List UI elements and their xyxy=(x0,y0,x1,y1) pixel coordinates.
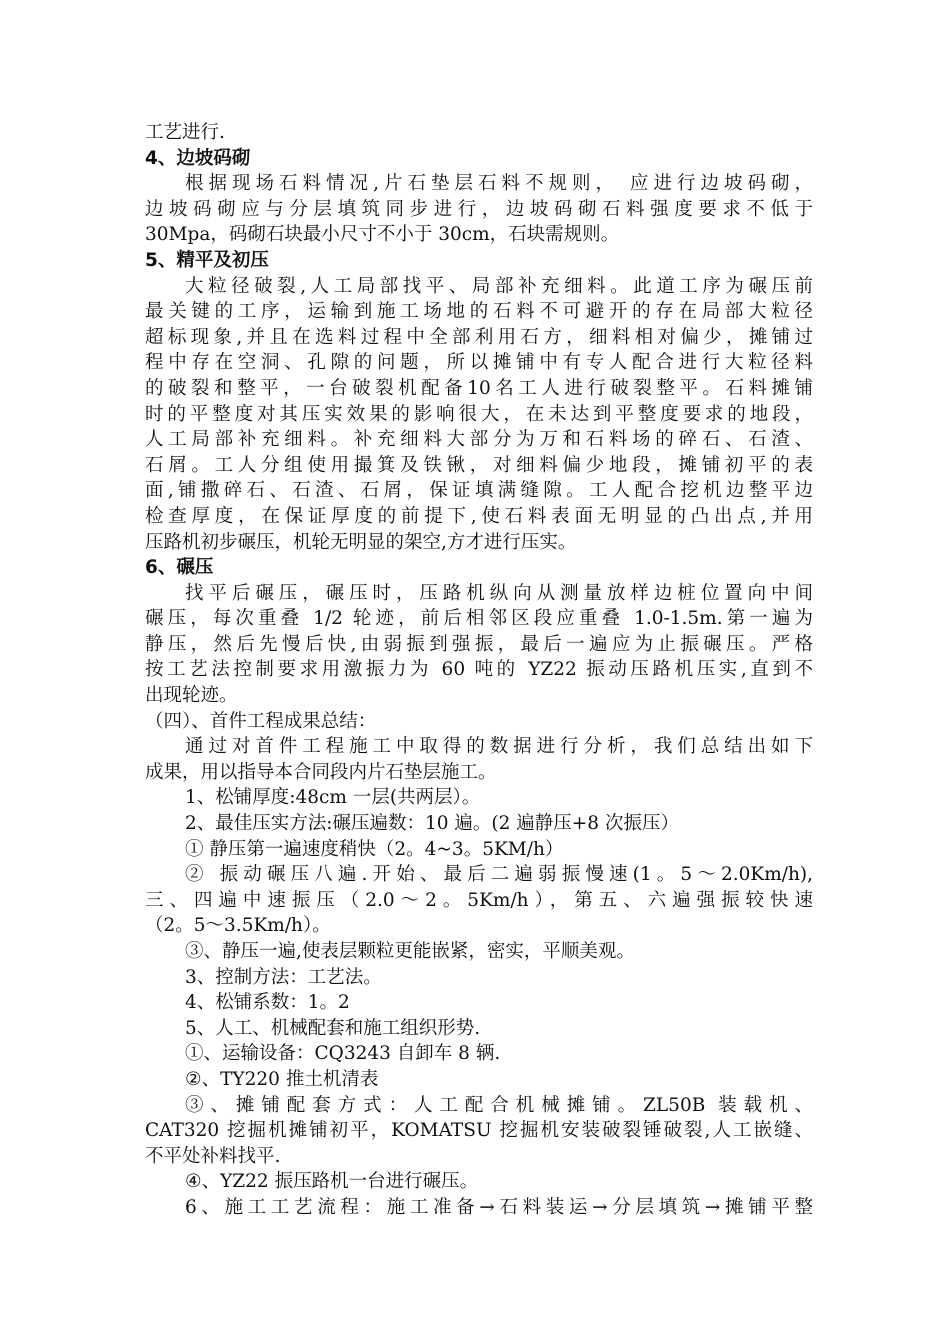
text-line: 成果，用以指导本合同段内片石垫层施工。 xyxy=(145,761,497,783)
text-line: 根据现场石料情况,片石垫层石料不规则， 应进行边坡码砌， xyxy=(185,173,813,195)
text-line: 大粒径破裂,人工局部找平、局部补充细料。此道工序为碾压前 xyxy=(185,275,813,297)
text-line: 3、控制方法：工艺法。 xyxy=(185,966,382,988)
text-line: 边坡码砌应与分层填筑同步进行，边坡码砌石料强度要求不低于 xyxy=(145,198,813,220)
text-line: ① 静压第一遍速度稍快（2。4~3。5KM/h） xyxy=(185,838,564,860)
text-line: 三、四遍中速振压（2.0～2。5Km/h），第五、六遍强振较快速 xyxy=(145,889,813,911)
text-line: （2。5～3.5Km/h）。 xyxy=(145,915,331,937)
text-line: 找平后碾压，碾压时，压路机纵向从测量放样边桩位置向中间 xyxy=(185,582,813,604)
text-line: CAT320 挖掘机摊铺初平，KOMATSU 挖掘机安装破裂锤破裂,人工嵌缝、 xyxy=(145,1120,813,1142)
section-heading: 4、边坡码砌 xyxy=(145,147,251,169)
text-line: 人工局部补充细料。补充细料大部分为万和石料场的碎石、石渣、 xyxy=(145,429,813,451)
text-line: ③、摊铺配套方式：人工配合机械摊铺。ZL50B 装载机、 xyxy=(185,1094,813,1116)
text-line: ②、TY220 推土机清表 xyxy=(185,1068,379,1090)
text-line: 不平处补料找平. xyxy=(145,1145,281,1167)
text-line: 检查厚度，在保证厚度的前提下,使石料表面无明显的凸出点,并用 xyxy=(145,505,813,527)
text-line: ①、运输设备：CQ3243 自卸车 8 辆. xyxy=(185,1043,501,1065)
text-line: 1、松铺厚度:48cm 一层(共两层）。 xyxy=(185,787,481,809)
text-line: 通过对首件工程施工中取得的数据进行分析，我们总结出如下 xyxy=(185,736,813,758)
text-line: ③、静压一遍,使表层颗粒更能嵌紧，密实，平顺美观。 xyxy=(185,941,635,962)
text-line: 6、施工工艺流程：施工准备→石料装运→分层填筑→摊铺平整 xyxy=(185,1196,813,1218)
text-line: ④、YZ22 振压路机一台进行碾压。 xyxy=(185,1171,479,1193)
text-line: 的破裂和整平，一台破裂机配备10名工人进行破裂整平。石料摊铺 xyxy=(145,377,813,399)
text-line: 石屑。工人分组使用撮箕及铁锹，对细料偏少地段，摊铺初平的表 xyxy=(145,454,813,476)
text-line: 碾压，每次重叠 1/2 轮迹，前后相邻区段应重叠 1.0-1.5m.第一遍为 xyxy=(145,608,813,630)
text-line: 最关键的工序，运输到施工场地的石料不可避开的存在局部大粒径 xyxy=(145,301,813,323)
text-line: 4、松铺系数：1。2 xyxy=(185,992,350,1014)
document-page xyxy=(145,120,813,1221)
text-line: 按工艺法控制要求用激振力为 60 吨的 YZ22 振动压路机压实,直到不 xyxy=(145,659,813,681)
section-heading: 5、精平及初压 xyxy=(145,249,269,271)
text-line: 静压，然后先慢后快,由弱振到强振，最后一遍应为止振碾压。严格 xyxy=(145,633,813,655)
text-line: （四）、首件工程成果总结： xyxy=(145,710,377,732)
text-line: ② 振动碾压八遍.开始、最后二遍弱振慢速(1。5～2.0Km/h), xyxy=(185,864,813,886)
text-line: 面,铺撒碎石、石渣、石屑，保证填满缝隙。工人配合挖机边整平边 xyxy=(145,480,813,502)
text-line: 时的平整度对其压实效果的影响很大，在未达到平整度要求的地段， xyxy=(145,403,813,425)
text-line: 压路机初步碾压，机轮无明显的架空,方才进行压实。 xyxy=(145,531,577,553)
section-heading: 6、碾压 xyxy=(145,557,214,579)
text-line: 超标现象,并且在选料过程中全部利用石方，细料相对偏少，摊铺过 xyxy=(145,326,813,348)
text-line: 30Mpa，码砌石块最小尺寸不小于 30cm，石块需规则。 xyxy=(145,224,620,246)
text-line: 工艺进行. xyxy=(145,122,225,143)
text-line: 程中存在空洞、孔隙的问题，所以摊铺中有专人配合进行大粒径料 xyxy=(145,352,813,374)
text-line: 5、人工、机械配套和施工组织形势. xyxy=(185,1017,481,1039)
text-line: 2、最佳压实方法:碾压遍数：10 遍。(2 遍静压+8 次振压） xyxy=(185,813,679,835)
text-line: 出现轮迹。 xyxy=(145,685,238,707)
